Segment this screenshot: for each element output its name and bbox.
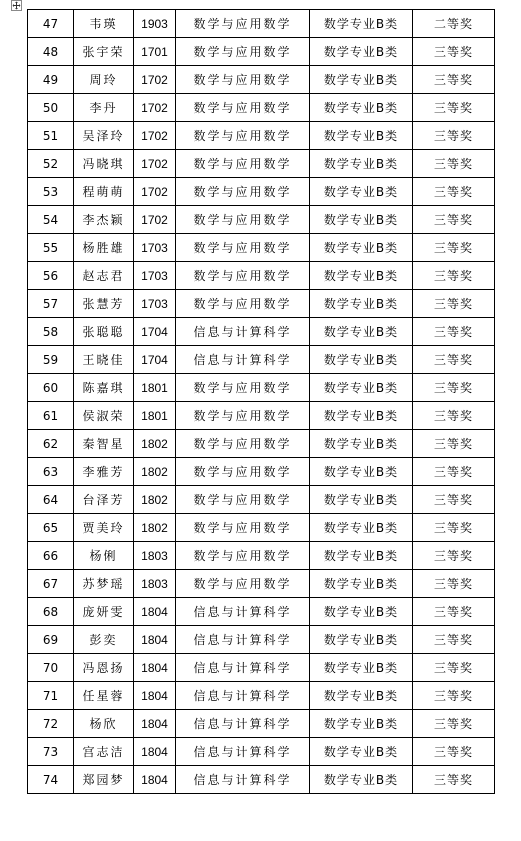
cell-award: 三等奖: [413, 290, 495, 318]
cell-category: 数学专业B类: [310, 486, 413, 514]
cell-number: 63: [28, 458, 74, 486]
cell-major: 信息与计算科学: [176, 710, 310, 738]
cell-class: 1903: [134, 10, 176, 38]
cell-student-name: 台泽芳: [74, 486, 134, 514]
table-row: [28, 290, 495, 318]
table-row: [28, 766, 495, 794]
table-row: [28, 10, 495, 38]
cell-award: 三等奖: [413, 738, 495, 766]
cell-student-name: 程萌萌: [74, 178, 134, 206]
cell-major: 数学与应用数学: [176, 150, 310, 178]
cell-class: 1804: [134, 738, 176, 766]
cell-major: 数学与应用数学: [176, 570, 310, 598]
table-row: [28, 178, 495, 206]
table-row: [28, 626, 495, 654]
cell-award: 三等奖: [413, 178, 495, 206]
cell-student-name: 任星蓉: [74, 682, 134, 710]
cell-award: 三等奖: [413, 458, 495, 486]
cell-class: 1801: [134, 374, 176, 402]
cell-major: 数学与应用数学: [176, 374, 310, 402]
cell-major: 信息与计算科学: [176, 738, 310, 766]
cell-major: 信息与计算科学: [176, 766, 310, 794]
cell-category: 数学专业B类: [310, 122, 413, 150]
cell-number: 58: [28, 318, 74, 346]
cell-number: 74: [28, 766, 74, 794]
cell-student-name: 张聪聪: [74, 318, 134, 346]
table-row: [28, 598, 495, 626]
cell-major: 数学与应用数学: [176, 486, 310, 514]
cell-major: 信息与计算科学: [176, 318, 310, 346]
cell-student-name: 杨欣: [74, 710, 134, 738]
table-row: [28, 430, 495, 458]
cell-student-name: 冯恩扬: [74, 654, 134, 682]
table-body: [28, 10, 495, 794]
cell-category: 数学专业B类: [310, 290, 413, 318]
cell-category: 数学专业B类: [310, 318, 413, 346]
cell-class: 1703: [134, 262, 176, 290]
cell-major: 数学与应用数学: [176, 206, 310, 234]
table-row: [28, 234, 495, 262]
cell-award: 三等奖: [413, 122, 495, 150]
table-row: [28, 206, 495, 234]
cell-category: 数学专业B类: [310, 682, 413, 710]
cell-major: 数学与应用数学: [176, 10, 310, 38]
four-way-arrow-icon: [12, 1, 21, 10]
cell-student-name: 宫志洁: [74, 738, 134, 766]
cell-category: 数学专业B类: [310, 262, 413, 290]
table-row: [28, 570, 495, 598]
cell-award: 三等奖: [413, 262, 495, 290]
cell-number: 73: [28, 738, 74, 766]
cell-student-name: 赵志君: [74, 262, 134, 290]
cell-class: 1803: [134, 542, 176, 570]
cell-major: 数学与应用数学: [176, 514, 310, 542]
cell-number: 51: [28, 122, 74, 150]
cell-award: 三等奖: [413, 542, 495, 570]
cell-student-name: 李雅芳: [74, 458, 134, 486]
cell-class: 1802: [134, 430, 176, 458]
cell-major: 数学与应用数学: [176, 430, 310, 458]
table-row: [28, 122, 495, 150]
cell-student-name: 贾美玲: [74, 514, 134, 542]
table-row: [28, 94, 495, 122]
cell-category: 数学专业B类: [310, 38, 413, 66]
cell-category: 数学专业B类: [310, 542, 413, 570]
cell-major: 数学与应用数学: [176, 66, 310, 94]
cell-number: 53: [28, 178, 74, 206]
cell-number: 52: [28, 150, 74, 178]
table-row: [28, 262, 495, 290]
cell-award: 三等奖: [413, 38, 495, 66]
cell-category: 数学专业B类: [310, 374, 413, 402]
table-row: [28, 458, 495, 486]
table-move-handle-icon[interactable]: [11, 0, 22, 11]
cell-number: 57: [28, 290, 74, 318]
cell-student-name: 杨俐: [74, 542, 134, 570]
cell-number: 66: [28, 542, 74, 570]
cell-number: 68: [28, 598, 74, 626]
table-row: [28, 486, 495, 514]
cell-category: 数学专业B类: [310, 766, 413, 794]
cell-student-name: 彭奕: [74, 626, 134, 654]
table-row: [28, 346, 495, 374]
table-row: [28, 374, 495, 402]
award-table: [27, 9, 495, 794]
cell-major: 数学与应用数学: [176, 542, 310, 570]
cell-category: 数学专业B类: [310, 178, 413, 206]
cell-category: 数学专业B类: [310, 654, 413, 682]
table-row: [28, 150, 495, 178]
cell-class: 1704: [134, 318, 176, 346]
cell-student-name: 庞妍雯: [74, 598, 134, 626]
cell-student-name: 李丹: [74, 94, 134, 122]
cell-student-name: 侯淑荣: [74, 402, 134, 430]
cell-class: 1704: [134, 346, 176, 374]
cell-major: 信息与计算科学: [176, 654, 310, 682]
cell-number: 50: [28, 94, 74, 122]
cell-major: 信息与计算科学: [176, 346, 310, 374]
cell-award: 三等奖: [413, 206, 495, 234]
cell-class: 1804: [134, 626, 176, 654]
cell-major: 信息与计算科学: [176, 682, 310, 710]
cell-award: 三等奖: [413, 402, 495, 430]
cell-category: 数学专业B类: [310, 626, 413, 654]
cell-class: 1804: [134, 682, 176, 710]
cell-major: 数学与应用数学: [176, 234, 310, 262]
cell-award: 三等奖: [413, 94, 495, 122]
table-row: [28, 682, 495, 710]
cell-class: 1703: [134, 290, 176, 318]
cell-award: 三等奖: [413, 150, 495, 178]
cell-student-name: 陈嘉琪: [74, 374, 134, 402]
cell-class: 1702: [134, 150, 176, 178]
cell-class: 1702: [134, 66, 176, 94]
cell-number: 61: [28, 402, 74, 430]
cell-category: 数学专业B类: [310, 598, 413, 626]
cell-award: 三等奖: [413, 766, 495, 794]
cell-award: 三等奖: [413, 66, 495, 94]
cell-category: 数学专业B类: [310, 738, 413, 766]
cell-category: 数学专业B类: [310, 150, 413, 178]
cell-award: 三等奖: [413, 514, 495, 542]
table-row: [28, 738, 495, 766]
cell-major: 信息与计算科学: [176, 598, 310, 626]
cell-number: 47: [28, 10, 74, 38]
cell-number: 72: [28, 710, 74, 738]
cell-class: 1804: [134, 710, 176, 738]
cell-award: 三等奖: [413, 318, 495, 346]
cell-class: 1804: [134, 654, 176, 682]
cell-class: 1702: [134, 178, 176, 206]
cell-class: 1801: [134, 402, 176, 430]
cell-category: 数学专业B类: [310, 94, 413, 122]
table-row: [28, 514, 495, 542]
cell-class: 1701: [134, 38, 176, 66]
cell-student-name: 周玲: [74, 66, 134, 94]
cell-award: 三等奖: [413, 654, 495, 682]
cell-number: 59: [28, 346, 74, 374]
cell-number: 60: [28, 374, 74, 402]
cell-class: 1802: [134, 486, 176, 514]
cell-major: 数学与应用数学: [176, 262, 310, 290]
cell-number: 70: [28, 654, 74, 682]
cell-award: 三等奖: [413, 682, 495, 710]
cell-class: 1703: [134, 234, 176, 262]
cell-major: 数学与应用数学: [176, 122, 310, 150]
cell-class: 1804: [134, 598, 176, 626]
cell-number: 54: [28, 206, 74, 234]
cell-award: 三等奖: [413, 570, 495, 598]
cell-major: 数学与应用数学: [176, 458, 310, 486]
cell-award: 三等奖: [413, 430, 495, 458]
cell-award: 三等奖: [413, 374, 495, 402]
cell-number: 71: [28, 682, 74, 710]
cell-student-name: 秦智星: [74, 430, 134, 458]
cell-student-name: 苏梦瑶: [74, 570, 134, 598]
cell-category: 数学专业B类: [310, 206, 413, 234]
table-row: [28, 66, 495, 94]
cell-number: 62: [28, 430, 74, 458]
cell-student-name: 张慧芳: [74, 290, 134, 318]
cell-student-name: 郑园梦: [74, 766, 134, 794]
cell-award: 三等奖: [413, 234, 495, 262]
cell-class: 1702: [134, 94, 176, 122]
cell-class: 1802: [134, 458, 176, 486]
cell-major: 数学与应用数学: [176, 94, 310, 122]
cell-major: 数学与应用数学: [176, 178, 310, 206]
cell-class: 1802: [134, 514, 176, 542]
cell-award: 三等奖: [413, 346, 495, 374]
cell-major: 数学与应用数学: [176, 290, 310, 318]
cell-number: 67: [28, 570, 74, 598]
table-row: [28, 654, 495, 682]
cell-number: 55: [28, 234, 74, 262]
cell-student-name: 张宇荣: [74, 38, 134, 66]
table-row: [28, 402, 495, 430]
cell-award: 三等奖: [413, 486, 495, 514]
cell-student-name: 冯晓琪: [74, 150, 134, 178]
cell-award: 三等奖: [413, 710, 495, 738]
cell-major: 信息与计算科学: [176, 626, 310, 654]
cell-category: 数学专业B类: [310, 514, 413, 542]
cell-category: 数学专业B类: [310, 570, 413, 598]
cell-number: 65: [28, 514, 74, 542]
cell-number: 56: [28, 262, 74, 290]
table-row: [28, 710, 495, 738]
cell-category: 数学专业B类: [310, 234, 413, 262]
table-row: [28, 318, 495, 346]
cell-number: 48: [28, 38, 74, 66]
table-row: [28, 38, 495, 66]
cell-number: 69: [28, 626, 74, 654]
cell-student-name: 杨胜雄: [74, 234, 134, 262]
cell-major: 数学与应用数学: [176, 402, 310, 430]
cell-student-name: 李杰颖: [74, 206, 134, 234]
cell-student-name: 王晓佳: [74, 346, 134, 374]
cell-class: 1803: [134, 570, 176, 598]
cell-class: 1804: [134, 766, 176, 794]
cell-student-name: 吴泽玲: [74, 122, 134, 150]
cell-category: 数学专业B类: [310, 710, 413, 738]
cell-award: 二等奖: [413, 10, 495, 38]
cell-major: 数学与应用数学: [176, 38, 310, 66]
cell-class: 1702: [134, 206, 176, 234]
cell-number: 49: [28, 66, 74, 94]
cell-category: 数学专业B类: [310, 402, 413, 430]
cell-category: 数学专业B类: [310, 10, 413, 38]
cell-award: 三等奖: [413, 626, 495, 654]
cell-number: 64: [28, 486, 74, 514]
cell-award: 三等奖: [413, 598, 495, 626]
cell-category: 数学专业B类: [310, 458, 413, 486]
table-row: [28, 542, 495, 570]
cell-class: 1702: [134, 122, 176, 150]
cell-category: 数学专业B类: [310, 430, 413, 458]
cell-category: 数学专业B类: [310, 346, 413, 374]
cell-category: 数学专业B类: [310, 66, 413, 94]
cell-student-name: 韦瑛: [74, 10, 134, 38]
